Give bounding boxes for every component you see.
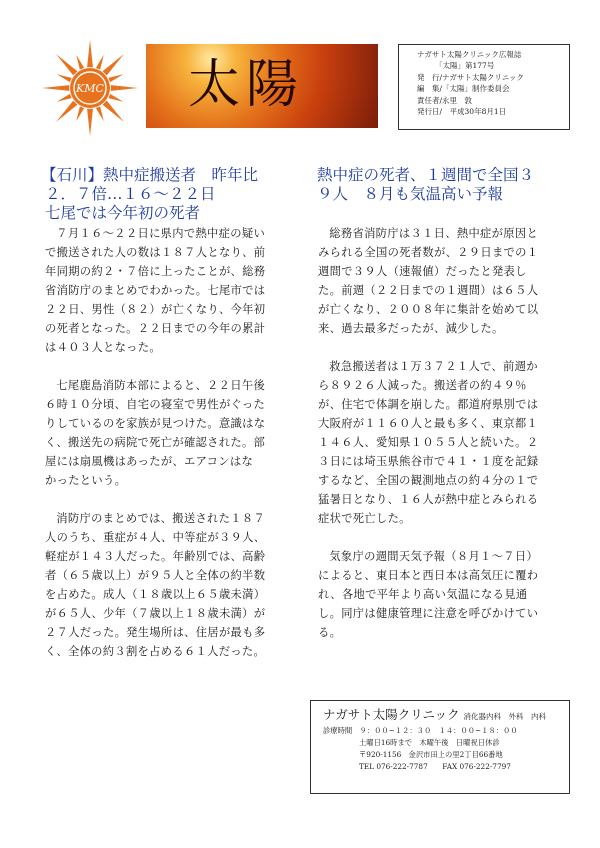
clinic-info-box (310, 700, 570, 794)
paragraph-line: 七尾鹿島消防本部によると、２２日午後 (56, 379, 266, 392)
paragraph-line: 総務省消防庁は３１日、熱中症が原因と (329, 227, 539, 240)
paragraph-line: ２７人だった。発生場所は、住居が最も多 (45, 626, 266, 639)
article-1-headline (41, 166, 258, 223)
headline-line: ２．７倍…１６～２２日 (45, 185, 216, 203)
article-1-body (45, 224, 277, 680)
headline-line: 【石川】熱中症搬送者 昨年比 (41, 166, 259, 184)
paragraph-line: 屋には扇風機はあったが、エアコンはな (45, 455, 254, 468)
issue-info-box (398, 44, 570, 130)
sun-ray (76, 55, 84, 70)
paragraph-line: 猛暑日となり、１６人が熱中症とみられる (318, 493, 539, 506)
paragraph-line: 者（６５歳以上）が９５人と全体の約半数 (45, 569, 266, 582)
paragraph-line: ３日には埼玉県熊谷市で４１・１度を記録 (318, 455, 539, 468)
paragraph-line: ら８９２６人減った。搬送者の約４９％ (318, 379, 527, 392)
paragraph-line: 年同期の約２・７倍に上ったことが、総務 (45, 265, 266, 278)
article-paragraph (45, 376, 277, 490)
logo-lettering: KMC (76, 82, 104, 95)
article-paragraph (318, 357, 550, 528)
clinic-hours: 診療時間 ９：００~１２：３０ １４：００~１８：００ (323, 726, 518, 735)
paragraph-line: が亡くなり、２００８年に集計を始めて以 (318, 303, 539, 316)
paragraph-line: く、搬送先の病院で死亡が確認された。部 (45, 436, 266, 449)
sun-ray (57, 94, 72, 102)
paragraph-line: 省消防庁のまとめでわかった。七尾市では (45, 284, 266, 297)
clinic-sun-logo (40, 38, 140, 138)
paragraph-line: ２２日、男性（８２）が亡くなり、今年初 (45, 303, 266, 316)
sun-ray (96, 55, 104, 70)
paragraph-line: を占めた。成人（１８歳以上６５歳未満） (45, 588, 266, 601)
publication-name: ナガサト太陽クリニック広報誌 (417, 50, 522, 59)
sun-ray (56, 101, 77, 122)
paragraph-line: れ、各地で平年より高い気温になる見通 (318, 588, 528, 601)
paragraph-line: みられる全国の死者数が、２９日までの１ (318, 246, 539, 259)
sun-ray (103, 54, 124, 75)
article-paragraph (318, 224, 550, 338)
clinic-departments: 消化器内科 外科 内科 (463, 712, 547, 721)
sun-ray (42, 85, 69, 91)
clinic-hours-note: 土曜日16時まで 木曜午後 日曜祝日休診 (359, 738, 500, 747)
sun-ray (57, 74, 72, 82)
paragraph-line: た。前週（２２日までの１週間）は６５人 (318, 284, 539, 297)
sun-ray (108, 94, 123, 102)
paragraph-line: 気象庁の週間天気予報（８月１～７日） (329, 550, 539, 563)
paragraph-line: １４６人、愛知県１０５５人と続いた。２ (318, 436, 539, 449)
paragraph-line: し。同庁は健康管理に注意を呼びかけてい (318, 607, 539, 620)
sun-ray (111, 85, 138, 91)
paragraph-line: る。 (318, 626, 342, 639)
paragraph-line: が６５人、少年（７歳以上１８歳未満）が (45, 607, 266, 620)
paragraph-line: 軽症が１４３人だった。年齢別では、高齢 (45, 550, 266, 563)
paragraph-line: 週間で３９人（速報値）だったと発表し (318, 265, 527, 278)
publish-date: 発行日/ 平成30年8月1日 (417, 107, 507, 117)
paragraph-line: かったという。 (45, 474, 127, 487)
paragraph-line: 救急搬送者は１万３７２１人で、前週か (329, 360, 538, 373)
article-paragraph (318, 547, 550, 642)
title-banner (146, 44, 378, 128)
headline-line: 熱中症の死者、１週間で全国３ (317, 166, 535, 184)
paragraph-line: く、全体の約３割を占める６１人だった。 (45, 645, 266, 658)
paragraph-line: 人のうち、重症が４人、中等症が３９人、 (45, 531, 266, 544)
editor: 編 集/「太陽」制作委員会 (417, 84, 510, 94)
paragraph-line: 症状で死亡した。 (318, 512, 411, 525)
newsletter-title: 太陽 (188, 55, 305, 115)
paragraph-line: 大阪府が１１６０人と最も多く、東京都１ (318, 417, 539, 430)
sun-ray (56, 54, 77, 75)
article-2-body (318, 224, 550, 661)
sun-ray (76, 106, 84, 121)
paragraph-line: は４０３人となった。 (45, 341, 161, 354)
headline-line: 七尾では今年初の死者 (45, 204, 201, 222)
clinic-name-line (323, 707, 569, 725)
publisher: 発 行/ナガサト太陽クリニック (417, 72, 524, 82)
paragraph-line: ７月１６～２２日に県内で熱中症の疑い (56, 227, 266, 240)
paragraph-line: によると、東日本と西日本は高気圧に覆わ (318, 569, 539, 582)
issue-number: 「太陽」第177号 (435, 61, 495, 71)
paragraph-line: ６時１０分頃、自宅の寝室で男性がぐった (45, 398, 266, 411)
sun-ray (103, 101, 124, 122)
clinic-address: 〒920-1156 金沢市田上の里2丁目66番地 (359, 750, 503, 759)
sun-ray (108, 74, 123, 82)
article-paragraph (45, 509, 277, 661)
sun-ray (87, 40, 93, 67)
article-paragraph (45, 224, 277, 357)
clinic-name: ナガサト太陽クリニック (323, 707, 460, 722)
paragraph-line: 消防庁のまとめでは、搬送された１８７ (56, 512, 266, 525)
paragraph-line: 来、過去最多だったが、減少した。 (318, 322, 504, 335)
paragraph-line: が、住宅で体調を崩した。都道府県別では (318, 398, 539, 411)
clinic-contact: TEL 076-222-7787 FAX 076-222-7797 (359, 762, 511, 771)
responsible-person: 責任者/永里 敦 (417, 95, 473, 105)
paragraph-line: するなど、全国の観測地点の約４分の１で (318, 474, 539, 487)
paragraph-line: の死者となった。２２日までの今年の累計 (45, 322, 266, 335)
article-2-headline (317, 166, 534, 204)
paragraph-line: で搬送された人の数は１８７人となり、前 (45, 246, 266, 259)
sun-ray (87, 109, 93, 136)
headline-line: ９人 ８月も気温高い予報 (317, 185, 504, 203)
paragraph-line: りしているのを家族が見つけた。意識はな (45, 417, 266, 430)
sun-ray (96, 106, 104, 121)
